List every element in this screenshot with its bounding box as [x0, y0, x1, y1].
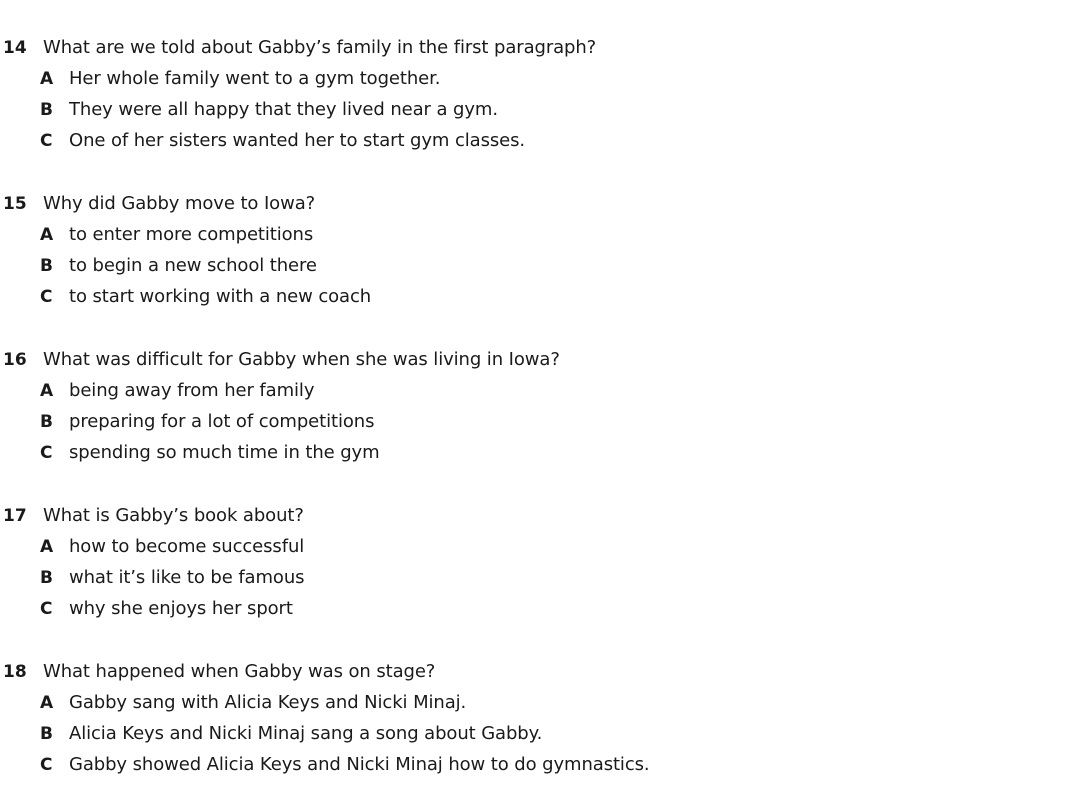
option-letter: B — [40, 100, 53, 120]
question-text: What are we told about Gabby’s family in the first paragraph? — [43, 37, 597, 58]
option-letter: B — [40, 724, 53, 744]
option-text: what it’s like to be famous — [69, 567, 305, 588]
question-stem — [0, 344, 1060, 375]
question-number: 14 — [3, 38, 27, 58]
option-letter: C — [40, 443, 53, 463]
option-c[interactable] — [0, 593, 1060, 624]
question-18 — [0, 656, 1060, 780]
option-text: being away from her family — [69, 380, 315, 401]
question-stem — [0, 32, 1060, 63]
option-a[interactable] — [0, 531, 1060, 562]
question-stem — [0, 188, 1060, 219]
option-letter: A — [40, 381, 54, 401]
option-text: Her whole family went to a gym together. — [69, 68, 441, 89]
option-a[interactable] — [0, 687, 1060, 718]
option-text: to begin a new school there — [69, 255, 317, 276]
option-text: Gabby sang with Alicia Keys and Nicki Minaj. — [69, 692, 467, 713]
question-14 — [0, 32, 1060, 156]
option-letter: B — [40, 256, 53, 276]
option-letter: C — [40, 131, 53, 151]
question-17 — [0, 500, 1060, 624]
option-b[interactable] — [0, 94, 1060, 125]
question-stem — [0, 500, 1060, 531]
option-a[interactable] — [0, 63, 1060, 94]
option-letter: C — [40, 287, 53, 307]
question-number: 17 — [3, 506, 27, 526]
option-text: to start working with a new coach — [69, 286, 372, 307]
option-text: how to become successful — [69, 536, 305, 557]
option-letter: B — [40, 412, 53, 432]
question-number: 16 — [3, 350, 27, 370]
question-text: What is Gabby’s book about? — [43, 505, 304, 526]
option-b[interactable] — [0, 718, 1060, 749]
question-text: What was difficult for Gabby when she was living in Iowa? — [43, 349, 560, 370]
question-number: 18 — [3, 662, 27, 682]
option-b[interactable] — [0, 406, 1060, 437]
option-text: spending so much time in the gym — [69, 442, 380, 463]
option-text: to enter more competitions — [69, 224, 314, 245]
option-letter: A — [40, 537, 54, 557]
option-c[interactable] — [0, 437, 1060, 468]
option-letter: A — [40, 225, 54, 245]
option-b[interactable] — [0, 250, 1060, 281]
option-c[interactable] — [0, 281, 1060, 312]
option-letter: C — [40, 755, 53, 775]
option-text: They were all happy that they lived near a gym. — [69, 99, 498, 120]
question-15 — [0, 188, 1060, 312]
question-stem — [0, 656, 1060, 687]
option-text: Alicia Keys and Nicki Minaj sang a song about Gabby. — [69, 723, 543, 744]
option-text: One of her sisters wanted her to start gym classes. — [69, 130, 526, 151]
option-text: Gabby showed Alicia Keys and Nicki Minaj how to do gymnastics. — [69, 754, 650, 775]
question-text: Why did Gabby move to Iowa? — [43, 193, 316, 214]
option-letter: A — [40, 693, 54, 713]
option-letter: C — [40, 599, 53, 619]
option-a[interactable] — [0, 219, 1060, 250]
option-letter: B — [40, 568, 53, 588]
option-text: why she enjoys her sport — [69, 598, 293, 619]
option-a[interactable] — [0, 375, 1060, 406]
option-c[interactable] — [0, 749, 1060, 780]
option-b[interactable] — [0, 562, 1060, 593]
option-letter: A — [40, 69, 54, 89]
question-number: 15 — [3, 194, 27, 214]
question-16 — [0, 344, 1060, 468]
question-text: What happened when Gabby was on stage? — [43, 661, 436, 682]
option-text: preparing for a lot of competitions — [69, 411, 375, 432]
option-c[interactable] — [0, 125, 1060, 156]
